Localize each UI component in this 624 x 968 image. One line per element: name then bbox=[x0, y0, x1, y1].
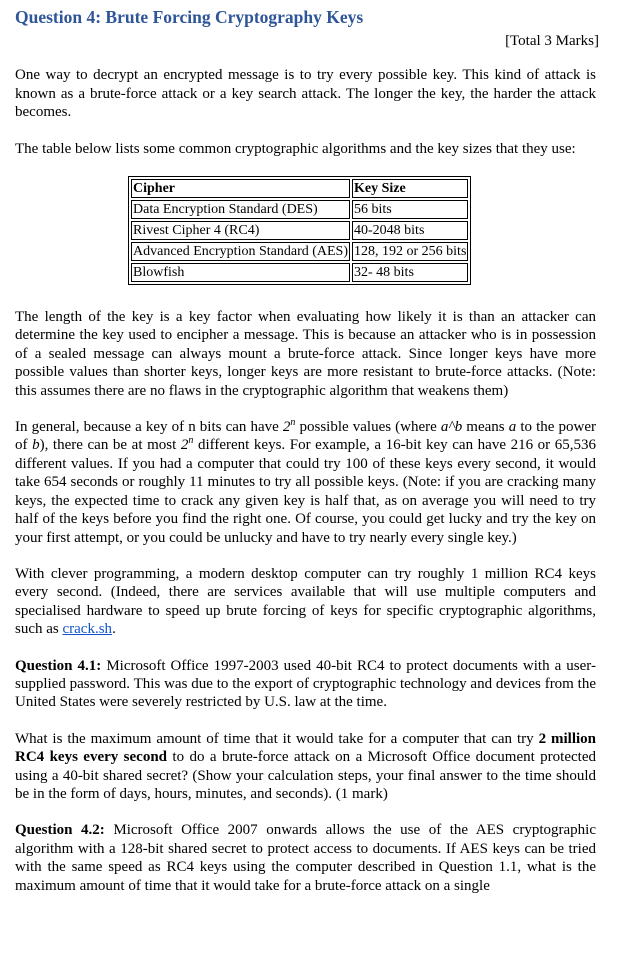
cipher-cell: Data Encryption Standard (DES) bbox=[131, 200, 350, 219]
table-row bbox=[131, 263, 468, 282]
question-4-2-paragraph: Question 4.2: Microsoft Office 2007 onwards allows the use of the AES cryptographic algorithm with a 128-bit shared secret to protect access to documents. If AES keys can be tried with the same speed as RC4 keys using the computer described in Question 1.1, what is the maximum amount of time that it would take for a brute-force attack on a single bbox=[15, 822, 596, 894]
table-row bbox=[131, 221, 468, 240]
table-row bbox=[131, 242, 468, 261]
header-key-size: Key Size bbox=[352, 179, 468, 198]
key-size-cell: 56 bits bbox=[352, 200, 468, 219]
cipher-cell: Blowfish bbox=[131, 263, 350, 282]
key-size-table-wrapper bbox=[15, 176, 596, 285]
question-4-2-label: Question 4.2: bbox=[15, 822, 105, 839]
cipher-cell: Rivest Cipher 4 (RC4) bbox=[131, 221, 350, 240]
question-4-1-task-paragraph: What is the maximum amount of time that it would take for a computer that can try 2 million RC4 keys every second to do a brute-force attack on a Microsoft Office document protected using a 40-bit shared secret? (Show your calculation steps, your final answer to the time should be in the form of days, hours, minutes, and seconds). (1 mark) bbox=[15, 730, 596, 802]
table-header-row bbox=[131, 179, 468, 198]
total-marks: [Total 3 Marks] bbox=[505, 33, 599, 49]
crack-sh-link[interactable]: crack.sh bbox=[62, 621, 113, 638]
key-size-cell: 32- 48 bits bbox=[352, 263, 468, 282]
header-cipher: Cipher bbox=[131, 179, 350, 198]
key-space-paragraph: In general, because a key of n bits can have 2$^n$ possible values (where a^b means a to the power of b), there can be at most 2$^n$ different keys. For example, a 16-bit key can have 216 or 65,536 different values. If you had a computer that could try 100 of these keys every second, it would take 654 seconds or roughly 11 minutes to try all possible keys. (Note: if you are cracking many keys, the expected time to crack any given key is half that, as on average you will need to try half of the keys before you find the right one. Of course, you could get lucky and try the key on your first attempt, or you could be unlucky and have to try nearly every single key.) bbox=[15, 417, 597, 546]
table-row bbox=[131, 200, 468, 219]
intro-paragraph: One way to decrypt an encrypted message is to try every possible key. This kind of attack is known as a brute-force attack or a key search attack. The longer the key, the harder the attack becomes. bbox=[15, 67, 596, 121]
key-length-paragraph: The length of the key is a key factor when evaluating how likely it is than an attacker can determine the key used to encipher a message. This is because an attacker who is in possession of a sealed message can always mount a brute-force attack. Since longer keys have more possible values than shorter keys, longer keys are more resistant to brute-force attacks. (Note: this assumes there are no flaws in the cryptographic algorithm that weakens them) bbox=[15, 309, 596, 399]
question-title: Question 4: Brute Forcing Cryptography Keys bbox=[15, 7, 364, 27]
key-size-table bbox=[128, 176, 471, 285]
clever-programming-paragraph: With clever programming, a modern desktop computer can try roughly 1 million RC4 keys every second. (Indeed, there are services available that will use multiple computers and specialised hardware to speed up brute forcing of keys for specific cryptographic algorithms, such as crack.sh. bbox=[15, 565, 596, 638]
key-size-cell: 40-2048 bits bbox=[352, 221, 468, 240]
table-intro-paragraph: The table below lists some common cryptographic algorithms and the key sizes that they use: bbox=[15, 140, 576, 157]
question-4-1-paragraph: Question 4.1: Microsoft Office 1997-2003 used 40-bit RC4 to protect documents with a user-supplied password. This was due to the export of cryptographic technology and devices from the United States were severely restricted by U.S. law at the time. bbox=[15, 657, 596, 711]
cipher-cell: Advanced Encryption Standard (AES) bbox=[133, 244, 348, 260]
key-size-cell: 128, 192 or 256 bits bbox=[354, 244, 467, 260]
question-4-1-label: Question 4.1: bbox=[15, 657, 102, 674]
